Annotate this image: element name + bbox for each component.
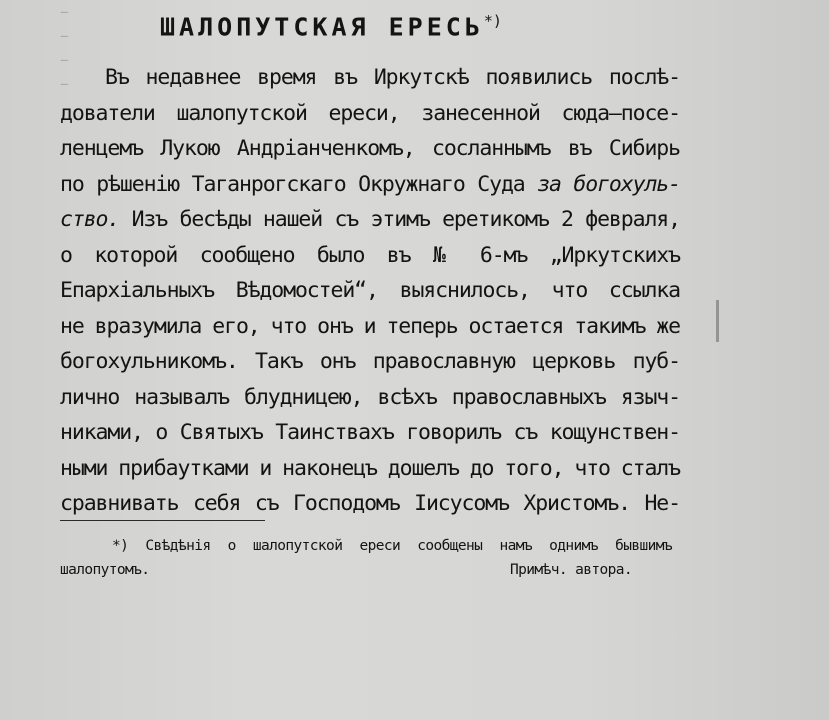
line-text: не вразумила его, что онъ и теперь остается такимъ же xyxy=(60,313,680,339)
text-line xyxy=(60,415,680,451)
line-text: лично называлъ блудницею, всѣхъ православныхъ языч- xyxy=(60,384,680,410)
line-text: по рѣшенію Таганрогскаго Окружнаго Суда xyxy=(60,171,538,197)
text-line xyxy=(60,273,680,309)
line-text: Въ недавнее время въ Иркутскѣ появились послѣ- xyxy=(105,65,680,90)
line-text: дователи шалопутской ереси, занесенной сюда—посе- xyxy=(60,100,680,126)
heading-title: ШАЛОПУТСКАЯ ЕРЕСЬ xyxy=(160,12,484,42)
text-line xyxy=(60,96,680,132)
line-text: ленцемъ Лукою Андріанченкомъ, сосланнымъ въ Сибирь xyxy=(60,136,680,161)
footnote-line-1: *) Свѣдѣнія о шалопутской ереси сообщены намъ однимъ бывшимъ xyxy=(112,538,672,554)
text-line xyxy=(60,167,680,203)
heading-footnote-ref: *) xyxy=(483,12,502,30)
text-line xyxy=(60,344,680,380)
line-text: Епархіальныхъ Вѣдомостей“, выяснилось, что ссылка xyxy=(60,278,680,303)
line-text: богохульникомъ. Такъ онъ православную церковь пуб- xyxy=(60,349,680,374)
italic-span: ство. xyxy=(60,207,120,232)
bleed-through-marks: – – – – xyxy=(60,1,69,94)
text-line xyxy=(60,60,680,96)
body-text xyxy=(60,60,680,522)
chapter-heading xyxy=(160,12,502,41)
line-text: Изъ бесѣды нашей съ этимъ еретикомъ 2 февраля, xyxy=(119,207,680,232)
page-edge-mark xyxy=(716,300,719,342)
text-line xyxy=(60,238,680,274)
text-line xyxy=(60,202,680,238)
text-line xyxy=(60,486,680,522)
line-text: никами, о Святыхъ Таинствахъ говорилъ съ кощунствен- xyxy=(60,420,680,445)
footnote-signature: Примѣч. автора. xyxy=(510,562,632,578)
text-line xyxy=(60,380,680,416)
text-line xyxy=(60,131,680,167)
italic-span: за богохуль- xyxy=(537,171,680,197)
text-line xyxy=(60,451,680,487)
footnote-rule xyxy=(60,520,265,521)
text-line xyxy=(60,309,680,345)
footnote xyxy=(60,534,672,582)
line-text: сравнивать себя съ Господомъ Іисусомъ Христомъ. Не- xyxy=(60,491,680,516)
footnote-continuation: шалопутомъ. xyxy=(60,562,150,578)
line-text: ными прибаутками и наконецъ дошелъ до того, что сталъ xyxy=(60,455,680,481)
line-text: о которой сообщено было въ № 6-мъ „Иркутскихъ xyxy=(60,242,680,268)
footnote-line-2 xyxy=(60,558,672,582)
